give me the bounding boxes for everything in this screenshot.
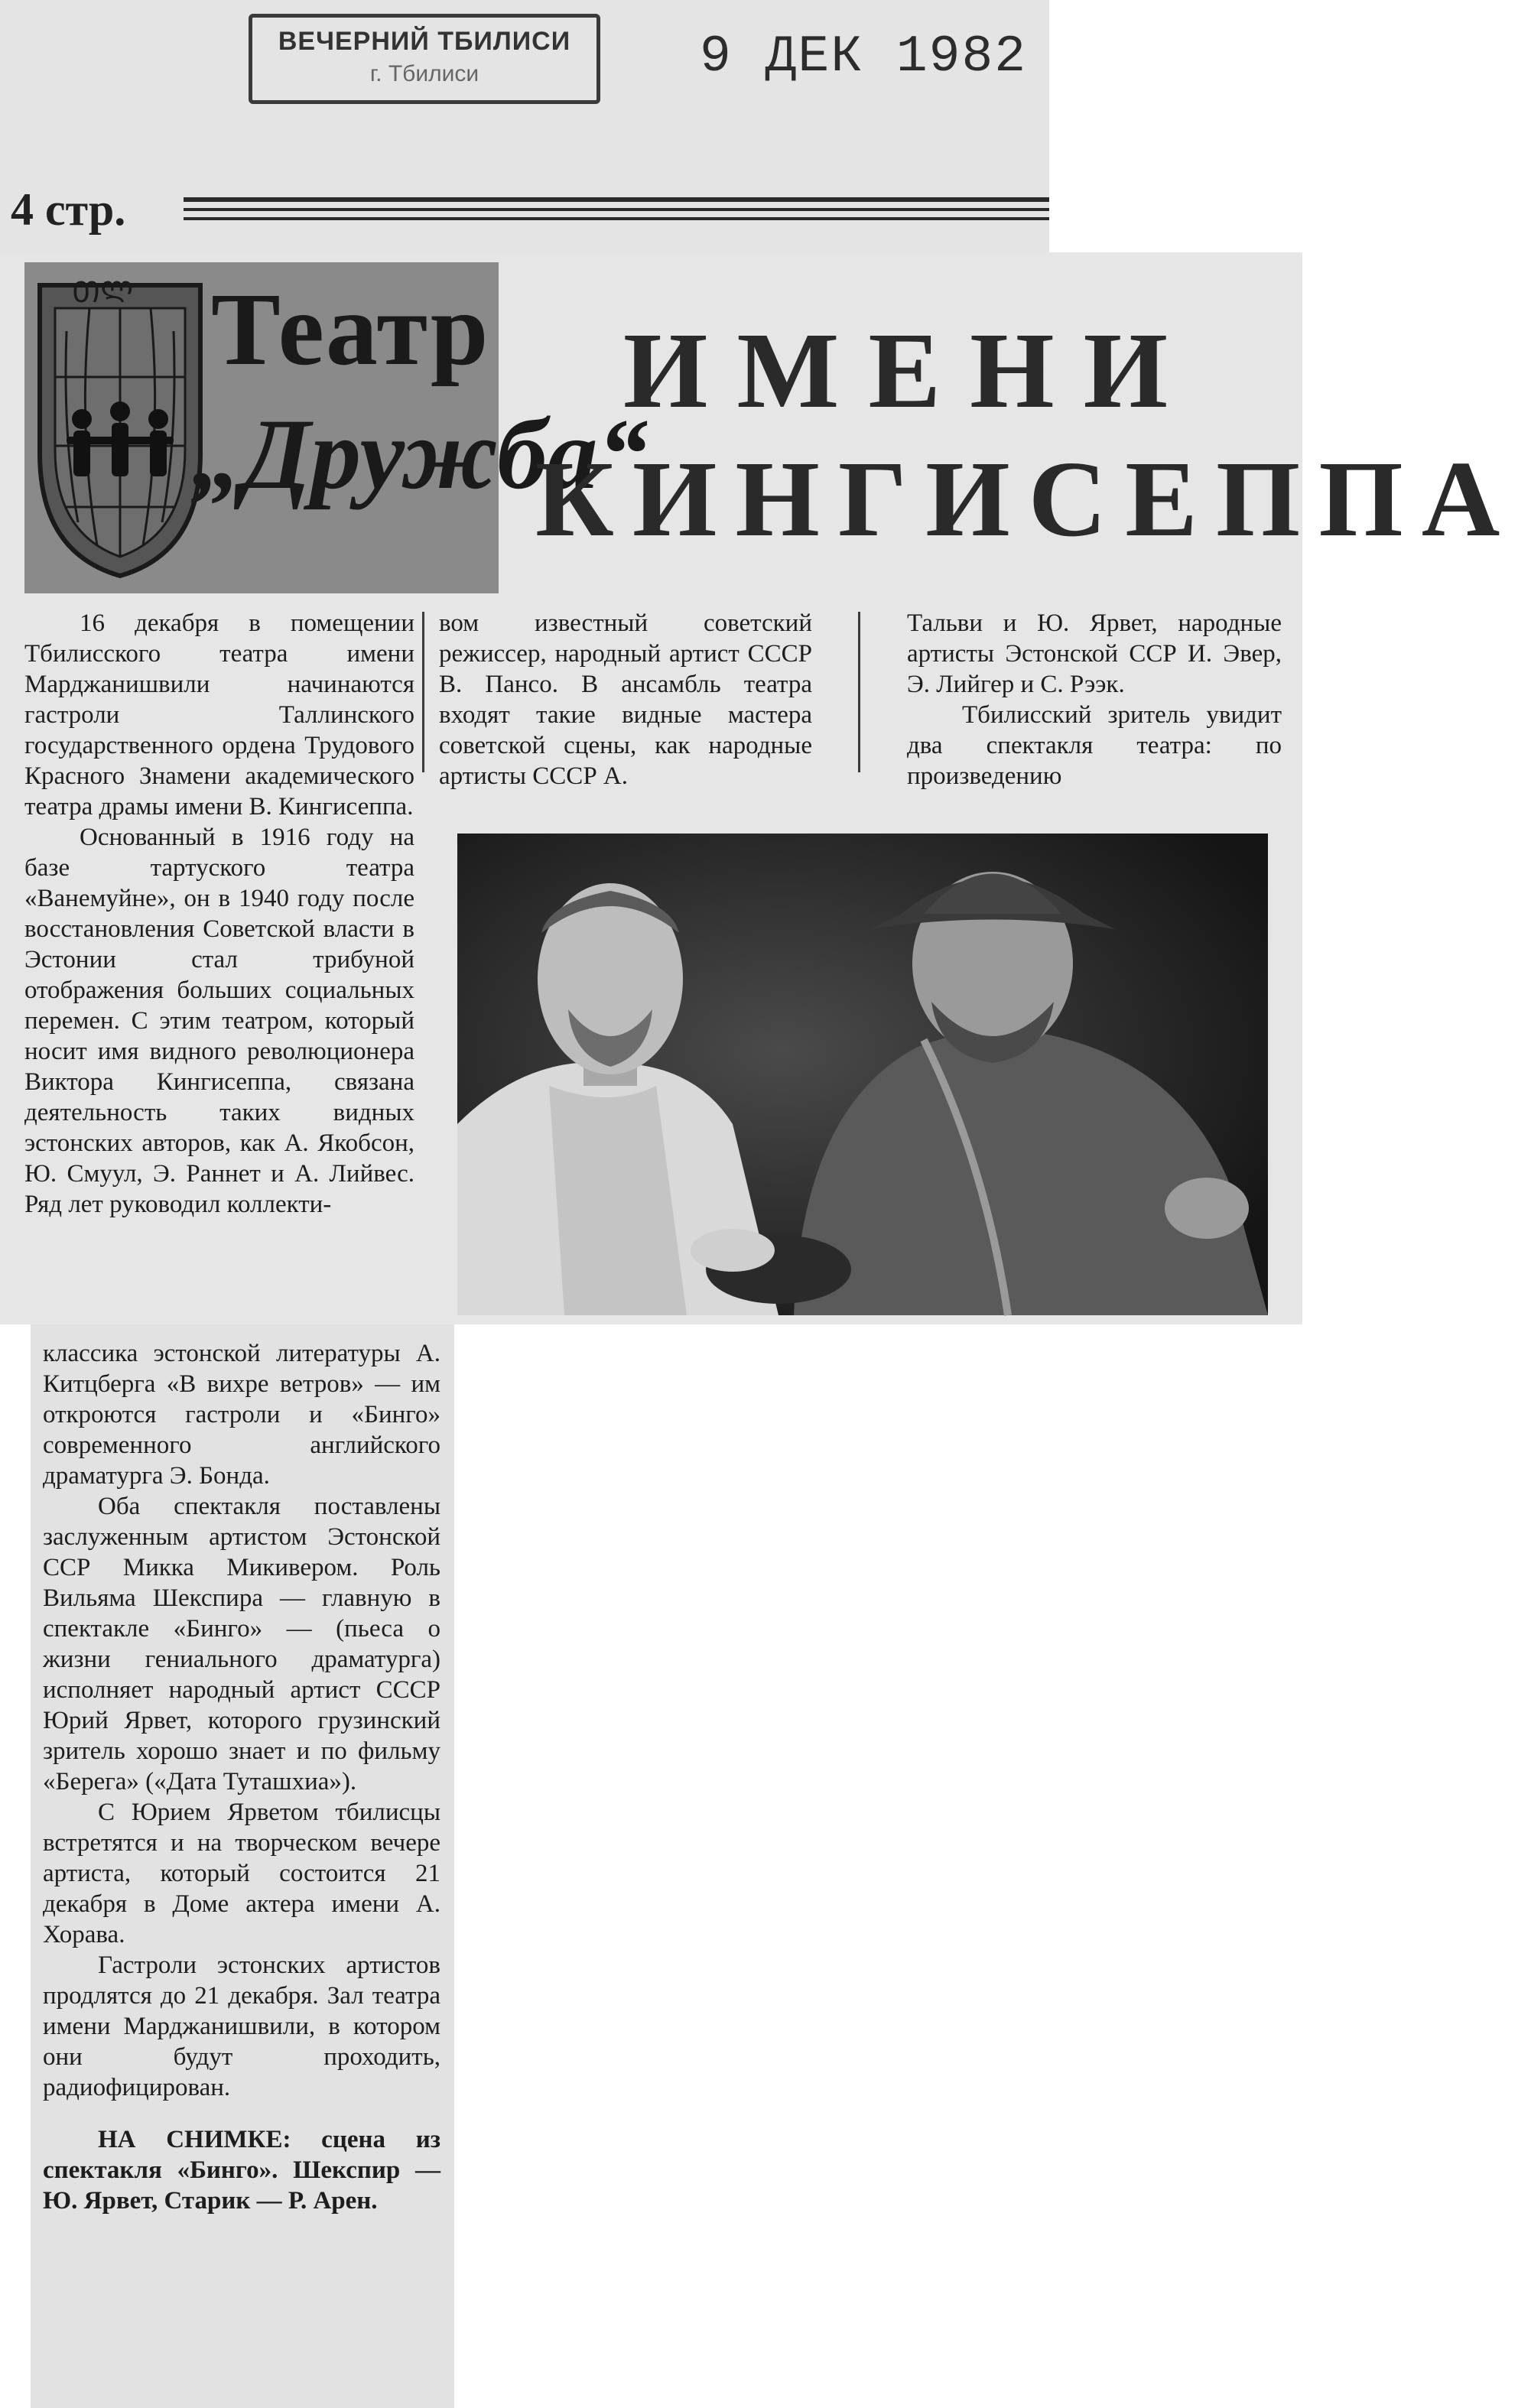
headline-line-1: ИМЕНИ — [622, 310, 1198, 431]
performance-photo — [457, 834, 1268, 1315]
logo-line-druzhba: „Дружба“ — [191, 398, 648, 510]
paragraph: 16 декабря в помещении Тбилисского театра имени Марджанишвили начинаются гастроли Таллинского государственного ордена Трудового Красного Знамени академического театра драмы имени В. Кингисеппа. — [24, 609, 414, 821]
stamp-city: г. Тбилиси — [369, 61, 479, 86]
header-rule-mid — [184, 208, 1049, 211]
logo-line-teatr: Театр — [211, 272, 490, 387]
headline-line-2: КИНГИСЕППА — [535, 438, 1518, 559]
photo-caption: НА СНИМКЕ: сцена из спектакля «Бинго». Шекспир — Ю. Ярвет, Старик — Р. Арен. — [43, 2126, 440, 2215]
paragraph: Тальви и Ю. Ярвет, народные артисты Эстонской ССР И. Эвер, Э. Лийгер и С. Рээк. — [907, 609, 1282, 698]
header-rule-bottom — [184, 217, 1049, 220]
paragraph: Основанный в 1916 году на базе тартуского театра «Ванемуйне», он в 1940 году после восстановления Советской власти в Эстонии стал трибуной отображения больших социальных перемен. С этим театром, который носит имя видного революционера Виктора Кингисеппа, связана деятельность таких видных эстонских авторов, как А. Якобсон, Ю. Смуул, Э. Раннет и А. Лийвес. Ряд лет руководил коллекти- — [24, 824, 414, 1218]
article-column-1 — [24, 608, 414, 1220]
date-stamp: 9 ДЕК 1982 — [700, 28, 1028, 86]
paragraph: классика эстонской литературы А. Китцберга «В вихре ветров» — им откроются гастроли и «Бинго» современного английского драматурга Э. Бонда. — [43, 1340, 440, 1490]
newspaper-stamp — [249, 14, 600, 104]
header-rule-top — [184, 197, 1049, 202]
page-number: 4 стр. — [11, 184, 126, 235]
article-headline — [535, 306, 1518, 563]
article-column-3 — [907, 608, 1282, 791]
svg-text:ᲗᲚ: ᲗᲚ — [72, 277, 134, 309]
paragraph: С Юрием Ярветом тбилисцы встретятся и на творческом вечере артиста, который состоится 21 декабря в Доме актера имени А. Хорава. — [43, 1799, 440, 1948]
column-divider — [422, 612, 424, 772]
article-column-2 — [439, 608, 812, 791]
article-column-4 — [43, 1338, 440, 2216]
paragraph: Тбилисский зритель увидит два спектакля театра: по произведению — [907, 701, 1282, 790]
bingo-scene-photo-image — [457, 834, 1268, 1315]
theatre-druzhba-logo — [24, 262, 648, 593]
paragraph: Оба спектакля поставлены заслуженным артистом Эстонской ССР Микка Микивером. Роль Вильяма Шекспира — главную в спектакле «Бинго» — (пьеса о жизни гениального драматурга) исполняет народный артист СССР Юрий Ярвет, которого грузинский зритель хорошо знает и по фильму «Берега» («Дата Туташхиа»). — [43, 1493, 440, 1795]
paragraph: вом известный советский режиссер, народный артист СССР В. Пансо. В ансамбль театра входят такие видные мастера советской сцены, как народные артисты СССР А. — [439, 609, 812, 790]
paragraph: Гастроли эстонских артистов продлятся до 21 декабря. Зал театра имени Марджанишвили, в котором они будут проходить, радиофицирован. — [43, 1951, 440, 2101]
stamp-newspaper-name: ВЕЧЕРНИЙ ТБИЛИСИ — [278, 27, 571, 56]
column-divider — [858, 612, 860, 772]
